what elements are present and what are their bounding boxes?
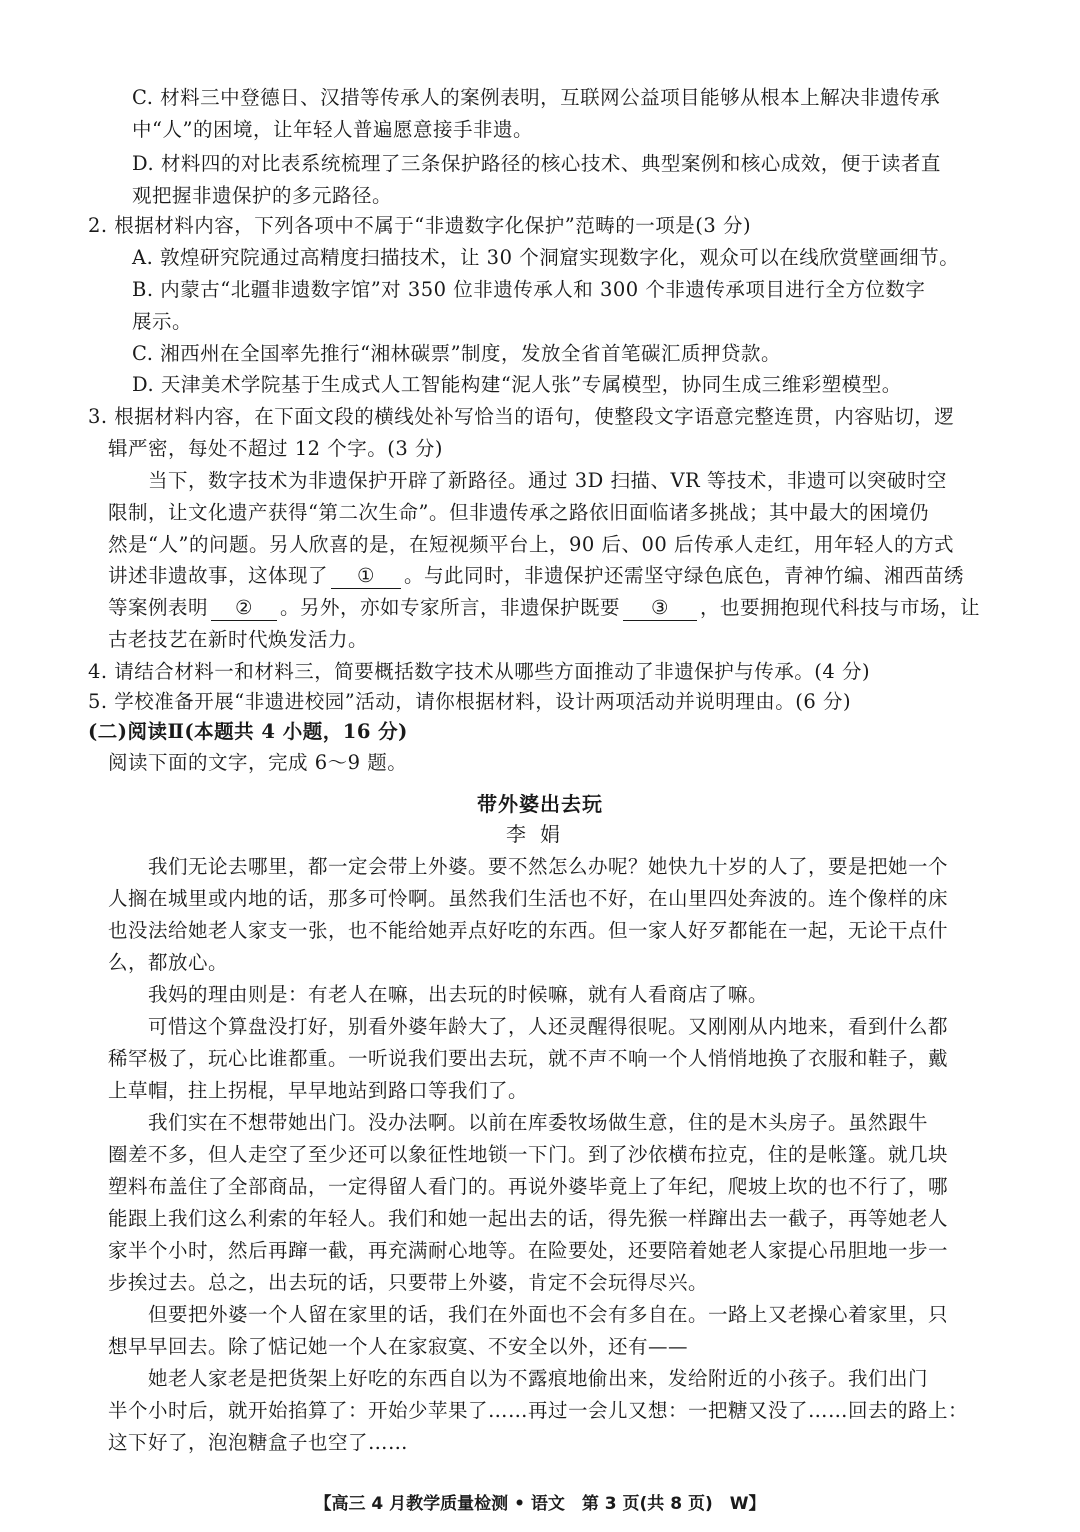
story-line: 也没法给她老人家支一张，也不能给她弄点好吃的东西。但一家人好歹都能在一起，无论干点什 <box>108 919 949 942</box>
story-line: 圈差不多，但人走空了至少还可以象征性地锁一下门。到了沙依横布拉克，住的是帐篷。就几块 <box>108 1143 949 1166</box>
q3-passage-line <box>108 594 980 622</box>
passage-text: 。与此同时，非遗保护还需坚守绿色底色，青神竹编、湘西苗绣 <box>404 564 965 587</box>
story-line: 半个小时后，就开始掐算了：开始少苹果了……再过一会儿又想：一把糖又没了……回去的路上： <box>108 1399 969 1422</box>
story-line: 可惜这个算盘没打好，别看外婆年龄大了，人还灵醒得很呢。又刚刚从内地来，看到什么都 <box>148 1015 949 1038</box>
section-heading: (二)阅读Ⅱ(本题共 4 小题，16 分) <box>88 720 408 743</box>
story-line: 这下好了，泡泡糖盒子也空了…… <box>108 1431 409 1454</box>
story-line: 家半个小时，然后再蹿一截，再充满耐心地等。在险要处，还要陪着她老人家提心吊胆地一步一 <box>108 1239 949 1262</box>
story-line: 我们无论去哪里，都一定会带上外婆。要不然怎么办呢？她快九十岁的人了，要是把她一个 <box>148 855 949 878</box>
story-line: 她老人家老是把货架上好吃的东西自以为不露痕地偷出来，发给附近的小孩子。我们出门 <box>148 1367 929 1390</box>
story-title: 带外婆出去玩 <box>477 792 603 816</box>
q3-passage-line <box>108 562 964 590</box>
story-line: 塑料布盖住了全部商品，一定得留人看门的。再说外婆毕竟上了年纪，爬坡上坎的也不行了，哪 <box>108 1175 949 1198</box>
q3-stem: 3. 根据材料内容，在下面文段的横线处补写恰当的语句，使整段文字语意完整连贯，内容贴切，逻 <box>88 405 955 428</box>
section-instruction: 阅读下面的文字，完成 6～9 题。 <box>108 751 408 774</box>
passage-text: 。另外，亦如专家所言，非遗保护既要 <box>280 596 621 619</box>
passage-text: 讲述非遗故事，这体现了 <box>108 564 329 587</box>
q1-option-d: D. 材料四的对比表系统梳理了三条保护路径的核心技术、典型案例和核心成效，便于读者直 <box>132 152 941 175</box>
q2-option-a: A. 敦煌研究院通过高精度扫描技术，让 30 个洞窟实现数字化，观众可以在线欣赏壁画细节。 <box>132 246 960 269</box>
q3-passage-line: 当下，数字技术为非遗保护开辟了新路径。通过 3D 扫描、VR 等技术，非遗可以突破时空 <box>148 469 947 492</box>
q2-option-d: D. 天津美术学院基于生成式人工智能构建“泥人张”专属模型，协同生成三维彩塑模型。 <box>132 373 902 396</box>
answer-blank-1: ① <box>331 564 401 589</box>
q3-stem-cont: 辑严密，每处不超过 12 个字。(3 分) <box>108 437 444 460</box>
q3-passage-line: 限制，让文化遗产获得“第二次生命”。但非遗传承之路依旧面临诸多挑战；其中最大的困境仍 <box>108 501 929 524</box>
story-line: 么，都放心。 <box>108 951 229 974</box>
q1-option-c-cont: 中“人”的困境，让年轻人普遍愿意接手非遗。 <box>132 118 533 141</box>
q3-passage-line: 古老技艺在新时代焕发活力。 <box>108 628 369 651</box>
page-footer: 【高三 4 月教学质量检测 • 语文 第 3 页(共 8 页) W】 <box>314 1494 766 1514</box>
passage-text: 等案例表明 <box>108 596 209 619</box>
answer-blank-3: ③ <box>623 596 697 621</box>
q2-option-b-cont: 展示。 <box>132 310 193 333</box>
q2-option-b: B. 内蒙古“北疆非遗数字馆”对 350 位非遗传承人和 300 个非遗传承项目进行全方位数字 <box>132 278 926 301</box>
q1-option-d-cont: 观把握非遗保护的多元路径。 <box>132 184 393 207</box>
q2-stem: 2. 根据材料内容，下列各项中不属于“非遗数字化保护”范畴的一项是(3 分) <box>88 214 752 237</box>
story-line: 能跟上我们这么利索的年轻人。我们和她一起出去的话，得先猴一样蹿出去一截子，再等她老人 <box>108 1207 949 1230</box>
story-line: 步挨过去。总之，出去玩的话，只要带上外婆，肯定不会玩得尽兴。 <box>108 1271 709 1294</box>
story-line: 但要把外婆一个人留在家里的话，我们在外面也不会有多自在。一路上又老操心着家里，只 <box>148 1303 949 1326</box>
passage-text: ，也要拥抱现代科技与市场，让 <box>700 596 981 619</box>
story-line: 我们实在不想带她出门。没办法啊。以前在库委牧场做生意，住的是木头房子。虽然跟牛 <box>148 1111 929 1134</box>
story-line: 我妈的理由则是：有老人在嘛，出去玩的时候嘛，就有人看商店了嘛。 <box>148 983 769 1006</box>
story-author: 李娟 <box>506 822 574 846</box>
story-line: 稀罕极了，玩心比谁都重。一听说我们要出去玩，就不声不响一个人悄悄地换了衣服和鞋子，戴 <box>108 1047 949 1070</box>
q2-option-c: C. 湘西州在全国率先推行“湘林碳票”制度，发放全省首笔碳汇质押贷款。 <box>132 342 782 365</box>
story-line: 想早早回去。除了惦记她一个人在家寂寞、不安全以外，还有—— <box>108 1335 689 1358</box>
story-line: 人搁在城里或内地的话，那多可怜啊。虽然我们生活也不好，在山里四处奔波的。连个像样的床 <box>108 887 949 910</box>
q3-passage-line: 然是“人”的问题。另人欣喜的是，在短视频平台上，90 后、00 后传承人走红，用年轻人的方式 <box>108 533 954 556</box>
q4-stem: 4. 请结合材料一和材料三，简要概括数字技术从哪些方面推动了非遗保护与传承。(4 分) <box>88 660 871 683</box>
answer-blank-2: ② <box>211 596 277 621</box>
story-line: 上草帽，拄上拐棍，早早地站到路口等我们了。 <box>108 1079 529 1102</box>
q5-stem: 5. 学校准备开展“非遗进校园”活动，请你根据材料，设计两项活动并说明理由。(6 分) <box>88 690 852 713</box>
q1-option-c: C. 材料三中登德日、汉措等传承人的案例表明，互联网公益项目能够从根本上解决非遗传承 <box>132 86 941 109</box>
